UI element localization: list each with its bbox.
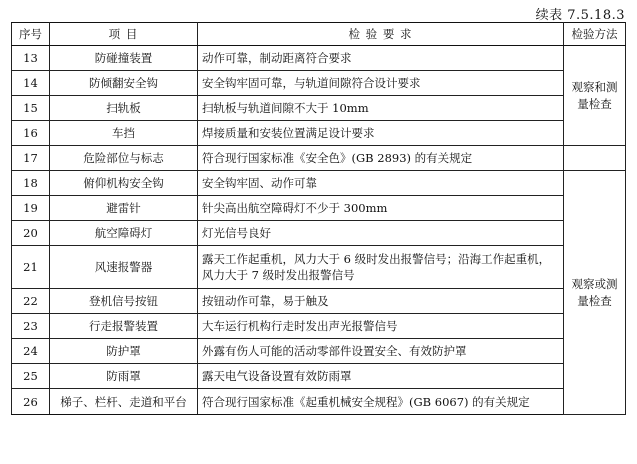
row-requirement: 露天工作起重机，风力大于 6 级时发出报警信号；沿海工作起重机，风力大于 7 级时发出报警信号 bbox=[198, 246, 564, 289]
row-no: 23 bbox=[12, 314, 50, 339]
row-item: 行走报警装置 bbox=[50, 314, 198, 339]
row-item: 航空障碍灯 bbox=[50, 221, 198, 246]
row-no: 20 bbox=[12, 221, 50, 246]
table-row bbox=[12, 289, 626, 314]
row-requirement: 外露有伤人可能的活动零部件设置安全、有效防护罩 bbox=[198, 339, 564, 364]
row-requirement: 针尖高出航空障碍灯不少于 300mm bbox=[198, 196, 564, 221]
row-item: 车挡 bbox=[50, 121, 198, 146]
row-no: 14 bbox=[12, 71, 50, 96]
row-requirement: 安全钩牢固、动作可靠 bbox=[198, 171, 564, 196]
header-no: 序号 bbox=[12, 23, 50, 46]
row-no: 22 bbox=[12, 289, 50, 314]
table-row bbox=[12, 246, 626, 289]
method-empty bbox=[564, 146, 626, 171]
header-requirement: 检 验 要 求 bbox=[198, 23, 564, 46]
row-item: 扫轨板 bbox=[50, 96, 198, 121]
row-item: 梯子、栏杆、走道和平台 bbox=[50, 389, 198, 415]
method-group-1: 观察和测量检查 bbox=[564, 46, 626, 146]
row-item: 俯仰机构安全钩 bbox=[50, 171, 198, 196]
row-no: 24 bbox=[12, 339, 50, 364]
row-requirement: 动作可靠，制动距离符合要求 bbox=[198, 46, 564, 71]
header-row bbox=[12, 23, 626, 46]
table-row bbox=[12, 146, 626, 171]
header-item: 项 目 bbox=[50, 23, 198, 46]
method-group-2: 观察或测量检查 bbox=[564, 171, 626, 415]
table-row bbox=[12, 364, 626, 389]
row-item: 防护罩 bbox=[50, 339, 198, 364]
row-item: 登机信号按钮 bbox=[50, 289, 198, 314]
row-requirement: 按钮动作可靠，易于触及 bbox=[198, 289, 564, 314]
row-item: 避雷针 bbox=[50, 196, 198, 221]
table-row bbox=[12, 221, 626, 246]
table-row bbox=[12, 96, 626, 121]
table-row bbox=[12, 46, 626, 71]
row-requirement: 露天电气设备设置有效防雨罩 bbox=[198, 364, 564, 389]
table-row bbox=[12, 171, 626, 196]
inspection-table bbox=[11, 22, 626, 415]
table-row bbox=[12, 196, 626, 221]
row-item: 防碰撞装置 bbox=[50, 46, 198, 71]
row-requirement: 扫轨板与轨道间隙不大于 10mm bbox=[198, 96, 564, 121]
row-no: 17 bbox=[12, 146, 50, 171]
table-row bbox=[12, 121, 626, 146]
row-requirement: 安全钩牢固可靠，与轨道间隙符合设计要求 bbox=[198, 71, 564, 96]
table-row bbox=[12, 314, 626, 339]
row-requirement: 大车运行机构行走时发出声光报警信号 bbox=[198, 314, 564, 339]
row-no: 26 bbox=[12, 389, 50, 415]
row-no: 16 bbox=[12, 121, 50, 146]
row-requirement: 符合现行国家标准《安全色》(GB 2893) 的有关规定 bbox=[198, 146, 564, 171]
table-row bbox=[12, 389, 626, 415]
row-no: 25 bbox=[12, 364, 50, 389]
row-item: 危险部位与标志 bbox=[50, 146, 198, 171]
row-requirement: 灯光信号良好 bbox=[198, 221, 564, 246]
table-caption: 续表 7.5.18.3 bbox=[535, 8, 625, 23]
row-no: 15 bbox=[12, 96, 50, 121]
row-requirement: 符合现行国家标准《起重机械安全规程》(GB 6067) 的有关规定 bbox=[198, 389, 564, 415]
row-no: 19 bbox=[12, 196, 50, 221]
row-no: 21 bbox=[12, 246, 50, 289]
row-item: 防雨罩 bbox=[50, 364, 198, 389]
row-no: 13 bbox=[12, 46, 50, 71]
header-method: 检验方法 bbox=[564, 23, 626, 46]
row-item: 风速报警器 bbox=[50, 246, 198, 289]
table-row bbox=[12, 71, 626, 96]
row-requirement: 焊接质量和安装位置满足设计要求 bbox=[198, 121, 564, 146]
table-row bbox=[12, 339, 626, 364]
row-no: 18 bbox=[12, 171, 50, 196]
row-item: 防倾翻安全钩 bbox=[50, 71, 198, 96]
